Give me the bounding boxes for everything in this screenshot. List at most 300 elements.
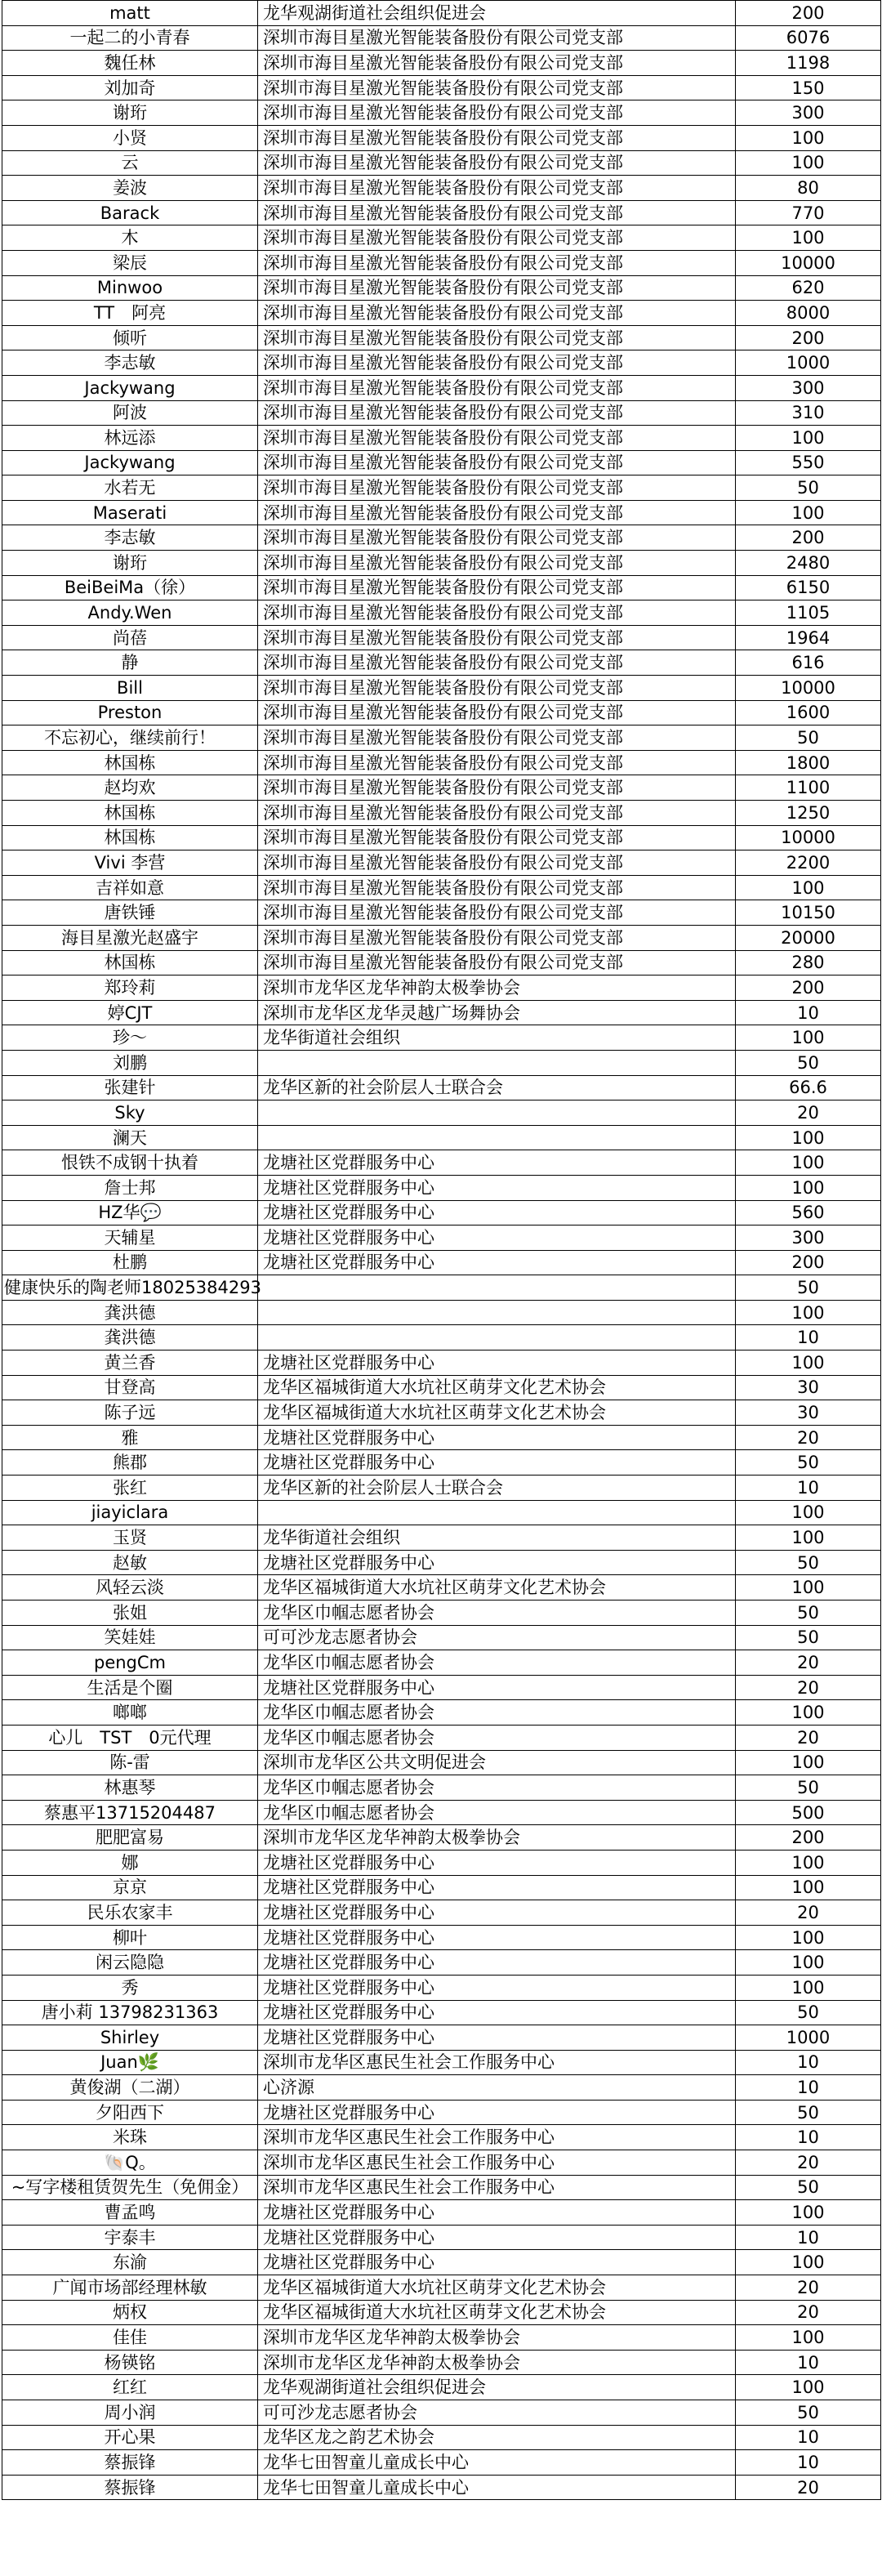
table-row	[2, 301, 881, 326]
amount-cell: 100	[736, 875, 881, 900]
amount-cell: 50	[736, 1050, 881, 1075]
table-row	[2, 2400, 881, 2426]
organization-cell: 龙塘社区党群服务中心	[258, 1225, 736, 1251]
amount-cell: 150	[736, 75, 881, 100]
organization-cell: 深圳市海目星激光智能装备股份有限公司党支部	[258, 775, 736, 801]
organization-cell: 深圳市海目星激光智能装备股份有限公司党支部	[258, 150, 736, 176]
donor-name-cell: 米珠	[2, 2125, 258, 2150]
donor-name-cell: Barack	[2, 200, 258, 225]
amount-cell: 100	[736, 150, 881, 176]
table-row	[2, 400, 881, 426]
organization-cell: 深圳市龙华区龙华灵越广场舞协会	[258, 1000, 736, 1025]
amount-cell: 50	[736, 2400, 881, 2426]
amount-cell: 10000	[736, 676, 881, 701]
table-row	[2, 150, 881, 176]
table-row	[2, 1300, 881, 1325]
organization-cell: 深圳市海目星激光智能装备股份有限公司党支部	[258, 600, 736, 626]
amount-cell: 20	[736, 2300, 881, 2325]
donor-name-cell: 刘鹏	[2, 1050, 258, 1075]
amount-cell: 100	[736, 500, 881, 525]
amount-cell: 1105	[736, 600, 881, 626]
table-row	[2, 1125, 881, 1150]
amount-cell: 100	[736, 1875, 881, 1900]
table-row	[2, 1450, 881, 1476]
organization-cell: 龙华区福城街道大水坑社区萌芽文化艺术协会	[258, 1375, 736, 1400]
donor-name-cell: 赵均欢	[2, 775, 258, 801]
amount-cell: 1600	[736, 700, 881, 725]
donor-name-cell: 杜鹏	[2, 1250, 258, 1275]
organization-cell: 龙华区巾帼志愿者协会	[258, 1650, 736, 1676]
amount-cell: 100	[736, 1975, 881, 2000]
table-row	[2, 625, 881, 650]
donor-name-cell: 梁辰	[2, 250, 258, 275]
table-row	[2, 1700, 881, 1726]
amount-cell: 20	[736, 1100, 881, 1126]
organization-cell	[258, 1050, 736, 1075]
organization-cell: 深圳市海目星激光智能装备股份有限公司党支部	[258, 500, 736, 525]
donor-name-cell: 陈子远	[2, 1400, 258, 1426]
amount-cell: 200	[736, 1, 881, 26]
donor-name-cell: 闲云隐隐	[2, 1950, 258, 1976]
amount-cell: 200	[736, 975, 881, 1001]
donor-name-cell: Vivi 李营	[2, 850, 258, 876]
table-row	[2, 2350, 881, 2375]
table-row	[2, 1750, 881, 1775]
organization-cell: 龙华街道社会组织	[258, 1525, 736, 1551]
table-row	[2, 1525, 881, 1551]
donor-name-cell: Juan🌿	[2, 2050, 258, 2075]
amount-cell: 100	[736, 1525, 881, 1551]
table-row	[2, 2225, 881, 2250]
amount-cell: 50	[736, 2175, 881, 2200]
table-row	[2, 801, 881, 826]
organization-cell: 龙华区巾帼志愿者协会	[258, 1700, 736, 1726]
amount-cell: 50	[736, 1275, 881, 1301]
table-row	[2, 925, 881, 950]
table-row	[2, 1325, 881, 1351]
amount-cell: 310	[736, 400, 881, 426]
donor-name-cell: 开心果	[2, 2425, 258, 2450]
amount-cell: 10	[736, 1000, 881, 1025]
table-row	[2, 1075, 881, 1100]
amount-cell: 100	[736, 225, 881, 251]
amount-cell: 100	[736, 1575, 881, 1601]
donor-name-cell: 龚洪德	[2, 1325, 258, 1351]
organization-cell: 龙塘社区党群服务中心	[258, 1900, 736, 1926]
amount-cell: 20000	[736, 925, 881, 950]
amount-cell: 200	[736, 1250, 881, 1275]
organization-cell: 深圳市海目星激光智能装备股份有限公司党支部	[258, 750, 736, 775]
donor-name-cell: 唐小莉 13798231363	[2, 2000, 258, 2025]
organization-cell: 心济源	[258, 2075, 736, 2101]
donor-name-cell: 夕阳西下	[2, 2100, 258, 2125]
donor-name-cell: 尚蓓	[2, 625, 258, 650]
organization-cell: 龙塘社区党群服务中心	[258, 1250, 736, 1275]
organization-cell: 深圳市海目星激光智能装备股份有限公司党支部	[258, 100, 736, 126]
amount-cell: 50	[736, 725, 881, 751]
table-row	[2, 51, 881, 76]
donor-name-cell: 澜天	[2, 1125, 258, 1150]
table-row	[2, 750, 881, 775]
table-row	[2, 100, 881, 126]
amount-cell: 2480	[736, 551, 881, 576]
donor-name-cell: 谢珩	[2, 551, 258, 576]
donor-name-cell: 云	[2, 150, 258, 176]
amount-cell: 100	[736, 2200, 881, 2226]
amount-cell: 620	[736, 275, 881, 301]
organization-cell: 龙华观湖街道社会组织促进会	[258, 1, 736, 26]
amount-cell: 30	[736, 1400, 881, 1426]
amount-cell: 100	[736, 1925, 881, 1950]
organization-cell: 深圳市海目星激光智能装备股份有限公司党支部	[258, 325, 736, 350]
donor-name-cell: Sky	[2, 1100, 258, 1126]
amount-cell: 1000	[736, 350, 881, 376]
organization-cell: 龙塘社区党群服务中心	[258, 1175, 736, 1200]
table-row	[2, 2450, 881, 2476]
donor-name-cell: ~写字楼租赁贺先生（免佣金）	[2, 2175, 258, 2200]
amount-cell: 200	[736, 525, 881, 551]
organization-cell: 深圳市海目星激光智能装备股份有限公司党支部	[258, 900, 736, 926]
table-row	[2, 2325, 881, 2351]
donor-name-cell: 民乐农家丰	[2, 1900, 258, 1926]
table-row	[2, 2000, 881, 2025]
organization-cell: 龙华七田智童儿童成长中心	[258, 2475, 736, 2500]
amount-cell: 66.6	[736, 1075, 881, 1100]
table-row	[2, 1550, 881, 1575]
amount-cell: 100	[736, 1351, 881, 1376]
amount-cell: 500	[736, 1800, 881, 1825]
table-row	[2, 975, 881, 1001]
organization-cell: 深圳市海目星激光智能装备股份有限公司党支部	[258, 450, 736, 475]
table-row	[2, 2375, 881, 2400]
table-row	[2, 525, 881, 551]
amount-cell: 20	[736, 2150, 881, 2176]
donor-name-cell: jiayiclara	[2, 1500, 258, 1525]
organization-cell	[258, 1125, 736, 1150]
amount-cell: 10	[736, 1325, 881, 1351]
table-row	[2, 900, 881, 926]
table-row	[2, 1250, 881, 1275]
amount-cell: 300	[736, 1225, 881, 1251]
donor-name-cell: 一起二的小青春	[2, 25, 258, 51]
table-row	[2, 75, 881, 100]
amount-cell: 770	[736, 200, 881, 225]
amount-cell: 6150	[736, 575, 881, 600]
amount-cell: 100	[736, 1950, 881, 1976]
donor-name-cell: 蔡惠平13715204487	[2, 1800, 258, 1825]
organization-cell: 深圳市龙华区惠民生社会工作服务中心	[258, 2050, 736, 2075]
donor-name-cell: 倾听	[2, 325, 258, 350]
organization-cell: 龙塘社区党群服务中心	[258, 1950, 736, 1976]
organization-cell: 龙华区福城街道大水坑社区萌芽文化艺术协会	[258, 1400, 736, 1426]
organization-cell	[258, 1300, 736, 1325]
donor-name-cell: 刘加奇	[2, 75, 258, 100]
donor-name-cell: 肥肥富易	[2, 1825, 258, 1851]
organization-cell: 龙塘社区党群服务中心	[258, 1550, 736, 1575]
amount-cell: 20	[736, 1650, 881, 1676]
amount-cell: 550	[736, 450, 881, 475]
donor-name-cell: 李志敏	[2, 525, 258, 551]
donor-name-cell: 珍～	[2, 1025, 258, 1051]
table-row	[2, 1425, 881, 1450]
donor-name-cell: BeiBeiMa（徐）	[2, 575, 258, 600]
donor-name-cell: Maserati	[2, 500, 258, 525]
amount-cell: 50	[736, 2100, 881, 2125]
amount-cell: 20	[736, 2275, 881, 2301]
amount-cell: 300	[736, 375, 881, 400]
donor-name-cell: TT 阿亮	[2, 301, 258, 326]
organization-cell: 深圳市海目星激光智能装备股份有限公司党支部	[258, 625, 736, 650]
donor-name-cell: 健康快乐的陶老师18025384293	[2, 1275, 258, 1301]
organization-cell: 龙华观湖街道社会组织促进会	[258, 2375, 736, 2400]
organization-cell: 龙塘社区党群服务中心	[258, 2200, 736, 2226]
donor-name-cell: 不忘初心，继续前行！	[2, 725, 258, 751]
donor-name-cell: 广闻市场部经理林敏	[2, 2275, 258, 2301]
organization-cell: 龙华区新的社会阶层人士联合会	[258, 1476, 736, 1501]
donor-name-cell: 魏任林	[2, 51, 258, 76]
amount-cell: 10000	[736, 250, 881, 275]
donor-name-cell: 赵敏	[2, 1550, 258, 1575]
table-row	[2, 825, 881, 850]
donor-name-cell: 海目星激光赵盛宇	[2, 925, 258, 950]
donor-name-cell: 木	[2, 225, 258, 251]
amount-cell: 200	[736, 325, 881, 350]
donor-name-cell: 林国栋	[2, 750, 258, 775]
donor-name-cell: pengCm	[2, 1650, 258, 1676]
table-row	[2, 1900, 881, 1926]
table-row	[2, 1975, 881, 2000]
organization-cell: 龙华区福城街道大水坑社区萌芽文化艺术协会	[258, 2300, 736, 2325]
donor-name-cell: 谢珩	[2, 100, 258, 126]
amount-cell: 2200	[736, 850, 881, 876]
amount-cell: 20	[736, 1725, 881, 1750]
organization-cell: 深圳市龙华区龙华神韵太极拳协会	[258, 975, 736, 1001]
table-row	[2, 1625, 881, 1650]
amount-cell: 10	[736, 2125, 881, 2150]
organization-cell: 龙塘社区党群服务中心	[258, 1425, 736, 1450]
organization-cell: 龙塘社区党群服务中心	[258, 1850, 736, 1875]
donor-name-cell: 杨锳铭	[2, 2350, 258, 2375]
table-row	[2, 1725, 881, 1750]
table-row	[2, 1000, 881, 1025]
organization-cell: 深圳市海目星激光智能装备股份有限公司党支部	[258, 400, 736, 426]
donor-name-cell: 詹士邦	[2, 1175, 258, 1200]
donor-name-cell: 黄兰香	[2, 1351, 258, 1376]
organization-cell: 深圳市海目星激光智能装备股份有限公司党支部	[258, 176, 736, 201]
table-row	[2, 1225, 881, 1251]
amount-cell: 100	[736, 1700, 881, 1726]
organization-cell: 深圳市海目星激光智能装备股份有限公司党支部	[258, 700, 736, 725]
donor-name-cell: 天辅星	[2, 1225, 258, 1251]
table-row	[2, 2125, 881, 2150]
table-row	[2, 700, 881, 725]
amount-cell: 50	[736, 1450, 881, 1476]
table-row	[2, 450, 881, 475]
table-row	[2, 775, 881, 801]
table-row	[2, 1150, 881, 1176]
organization-cell: 深圳市海目星激光智能装备股份有限公司党支部	[258, 375, 736, 400]
organization-cell: 深圳市龙华区龙华神韵太极拳协会	[258, 2350, 736, 2375]
organization-cell: 龙华区巾帼志愿者协会	[258, 1775, 736, 1801]
table-row	[2, 1175, 881, 1200]
organization-cell: 深圳市海目星激光智能装备股份有限公司党支部	[258, 250, 736, 275]
organization-cell: 龙塘社区党群服务中心	[258, 1875, 736, 1900]
organization-cell: 龙塘社区党群服务中心	[258, 1975, 736, 2000]
amount-cell: 616	[736, 650, 881, 676]
amount-cell: 100	[736, 125, 881, 150]
donor-name-cell: 林国栋	[2, 801, 258, 826]
table-row	[2, 1050, 881, 1075]
donor-name-cell: 婷CJT	[2, 1000, 258, 1025]
organization-cell: 龙华七田智童儿童成长中心	[258, 2450, 736, 2476]
donor-name-cell: 吉祥如意	[2, 875, 258, 900]
donor-name-cell: 红红	[2, 2375, 258, 2400]
organization-cell: 深圳市龙华区龙华神韵太极拳协会	[258, 1825, 736, 1851]
donor-name-cell: 心儿 TST 0元代理	[2, 1725, 258, 1750]
amount-cell: 50	[736, 1625, 881, 1650]
amount-cell: 10000	[736, 825, 881, 850]
amount-cell: 100	[736, 1125, 881, 1150]
amount-cell: 1100	[736, 775, 881, 801]
organization-cell: 深圳市海目星激光智能装备股份有限公司党支部	[258, 475, 736, 501]
amount-cell: 30	[736, 1375, 881, 1400]
table-row	[2, 2200, 881, 2226]
table-row	[2, 1825, 881, 1851]
table-row	[2, 575, 881, 600]
amount-cell: 10150	[736, 900, 881, 926]
table-row	[2, 1650, 881, 1676]
donor-name-cell: 🐚Q。	[2, 2150, 258, 2176]
amount-cell: 50	[736, 475, 881, 501]
amount-cell: 10	[736, 2425, 881, 2450]
organization-cell: 龙塘社区党群服务中心	[258, 2025, 736, 2051]
donor-name-cell: 秀	[2, 1975, 258, 2000]
amount-cell: 20	[736, 1900, 881, 1926]
table-row	[2, 25, 881, 51]
organization-cell: 深圳市海目星激光智能装备股份有限公司党支部	[258, 75, 736, 100]
amount-cell: 1198	[736, 51, 881, 76]
donor-name-cell: 林国栋	[2, 950, 258, 975]
donor-name-cell: 阿波	[2, 400, 258, 426]
organization-cell: 龙塘社区党群服务中心	[258, 1200, 736, 1225]
amount-cell: 10	[736, 2225, 881, 2250]
organization-cell: 深圳市海目星激光智能装备股份有限公司党支部	[258, 51, 736, 76]
organization-cell: 龙华区巾帼志愿者协会	[258, 1601, 736, 1626]
table-row	[2, 2425, 881, 2450]
organization-cell: 深圳市海目星激光智能装备股份有限公司党支部	[258, 225, 736, 251]
organization-cell: 深圳市海目星激光智能装备股份有限公司党支部	[258, 350, 736, 376]
table-row	[2, 1, 881, 26]
table-row	[2, 1601, 881, 1626]
table-row	[2, 325, 881, 350]
donor-name-cell: Jackywang	[2, 375, 258, 400]
organization-cell: 深圳市海目星激光智能装备股份有限公司党支部	[258, 725, 736, 751]
organization-cell: 深圳市海目星激光智能装备股份有限公司党支部	[258, 650, 736, 676]
amount-cell: 300	[736, 100, 881, 126]
table-row	[2, 1575, 881, 1601]
donation-table	[2, 0, 881, 2500]
amount-cell: 10	[736, 2350, 881, 2375]
donor-name-cell: Andy.Wen	[2, 600, 258, 626]
donor-name-cell: 风轻云淡	[2, 1575, 258, 1601]
amount-cell: 200	[736, 1825, 881, 1851]
donor-name-cell: 雅	[2, 1425, 258, 1450]
donor-name-cell: Bill	[2, 676, 258, 701]
organization-cell: 深圳市海目星激光智能装备股份有限公司党支部	[258, 875, 736, 900]
amount-cell: 100	[736, 1150, 881, 1176]
donor-name-cell: 恨铁不成钢十执着	[2, 1150, 258, 1176]
amount-cell: 50	[736, 1601, 881, 1626]
donor-name-cell: 唐铁锤	[2, 900, 258, 926]
amount-cell: 10	[736, 2450, 881, 2476]
organization-cell: 龙华区福城街道大水坑社区萌芽文化艺术协会	[258, 1575, 736, 1601]
donation-table-body	[2, 1, 881, 2500]
amount-cell: 50	[736, 1775, 881, 1801]
organization-cell: 龙塘社区党群服务中心	[258, 2250, 736, 2275]
donor-name-cell: 宇泰丰	[2, 2225, 258, 2250]
organization-cell: 深圳市海目星激光智能装备股份有限公司党支部	[258, 850, 736, 876]
table-row	[2, 2250, 881, 2275]
table-row	[2, 551, 881, 576]
organization-cell: 龙华区福城街道大水坑社区萌芽文化艺术协会	[258, 2275, 736, 2301]
organization-cell: 深圳市海目星激光智能装备股份有限公司党支部	[258, 525, 736, 551]
table-row	[2, 600, 881, 626]
donor-name-cell: 啷啷	[2, 1700, 258, 1726]
amount-cell: 20	[736, 1425, 881, 1450]
table-row	[2, 725, 881, 751]
organization-cell: 龙华区新的社会阶层人士联合会	[258, 1075, 736, 1100]
donor-name-cell: 甘登高	[2, 1375, 258, 1400]
organization-cell: 深圳市海目星激光智能装备股份有限公司党支部	[258, 25, 736, 51]
table-row	[2, 1775, 881, 1801]
table-row	[2, 1200, 881, 1225]
amount-cell: 20	[736, 1675, 881, 1700]
donor-name-cell: 林远添	[2, 426, 258, 451]
donor-name-cell: 柳叶	[2, 1925, 258, 1950]
organization-cell	[258, 1325, 736, 1351]
amount-cell: 80	[736, 176, 881, 201]
organization-cell: 深圳市海目星激光智能装备股份有限公司党支部	[258, 925, 736, 950]
organization-cell: 龙塘社区党群服务中心	[258, 2000, 736, 2025]
table-row	[2, 176, 881, 201]
organization-cell: 深圳市海目星激光智能装备股份有限公司党支部	[258, 200, 736, 225]
table-row	[2, 1100, 881, 1126]
table-row	[2, 375, 881, 400]
table-row	[2, 2050, 881, 2075]
table-row	[2, 850, 881, 876]
donor-name-cell: 笑娃娃	[2, 1625, 258, 1650]
table-row	[2, 1400, 881, 1426]
organization-cell: 可可沙龙志愿者协会	[258, 2400, 736, 2426]
table-row	[2, 250, 881, 275]
table-row	[2, 350, 881, 376]
table-row	[2, 275, 881, 301]
table-row	[2, 426, 881, 451]
amount-cell: 100	[736, 2250, 881, 2275]
table-row	[2, 950, 881, 975]
donor-name-cell: 龚洪德	[2, 1300, 258, 1325]
amount-cell: 280	[736, 950, 881, 975]
amount-cell: 50	[736, 1550, 881, 1575]
organization-cell: 可可沙龙志愿者协会	[258, 1625, 736, 1650]
table-row	[2, 1476, 881, 1501]
amount-cell: 1250	[736, 801, 881, 826]
organization-cell: 深圳市海目星激光智能装备股份有限公司党支部	[258, 125, 736, 150]
organization-cell	[258, 1500, 736, 1525]
table-row	[2, 2175, 881, 2200]
donor-name-cell: Minwoo	[2, 275, 258, 301]
table-row	[2, 2300, 881, 2325]
